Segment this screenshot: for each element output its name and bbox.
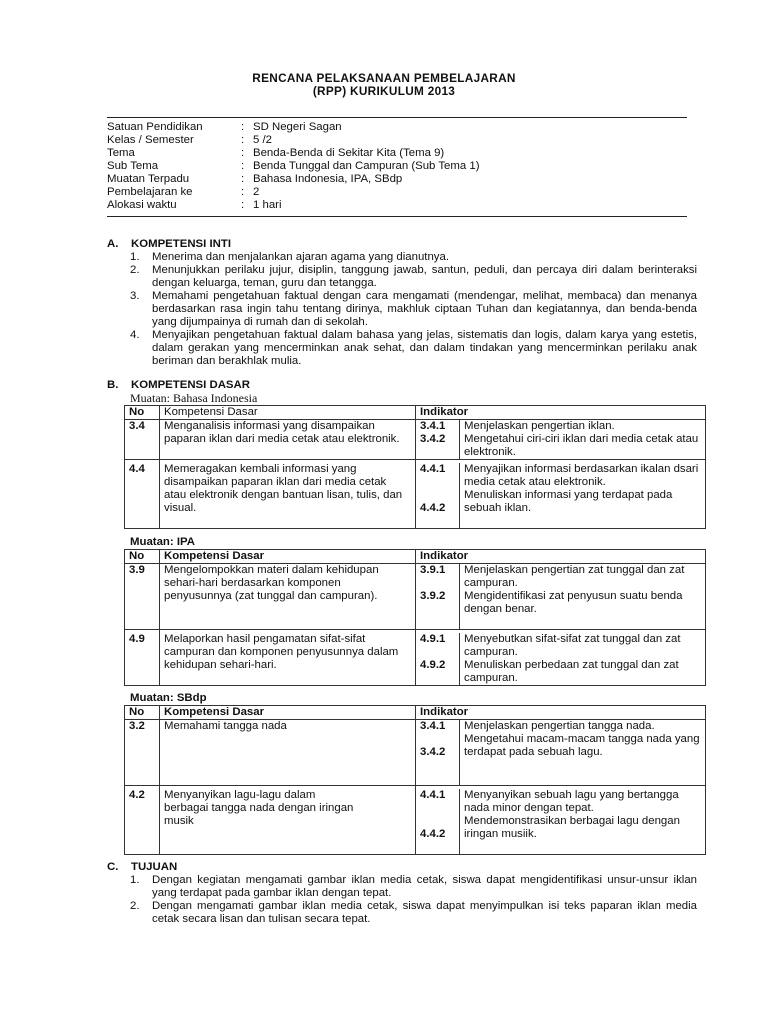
header-kd: Kompetensi Dasar [160, 550, 416, 564]
kd-text: Memeragakan kembali informasi yang disampaikan paparan iklan dari media cetak atau elektronik dengan bantuan lisan, tulis, dan visual. [160, 460, 416, 529]
document-title: RENCANA PELAKSANAAN PEMBELAJARAN [252, 71, 516, 85]
muatan-label: Muatan: SBdp [130, 692, 207, 704]
section-title: KOMPETENSI DASAR [131, 379, 250, 391]
header-no: No [125, 550, 160, 564]
kd-number: 3.9 [125, 564, 160, 630]
kd-number: 4.4 [125, 460, 160, 529]
identity-label: Sub Tema [107, 160, 159, 172]
section-a-heading [107, 238, 231, 251]
header-no: No [125, 706, 160, 720]
identity-colon: : [241, 160, 245, 172]
kd-text: Melaporkan hasil pengamatan sifat-sifat campuran dan komponen penyusunnya dalam kehidupan sehari-hari. [160, 630, 416, 686]
identity-row [107, 134, 687, 147]
identity-row [107, 199, 687, 212]
identity-label: Kelas / Semester [107, 134, 194, 146]
kd-text: Mengelompokkan materi dalam kehidupan sehari-hari berdasarkan komponen penyusunnya (zat tunggal dan campuran). [160, 564, 416, 630]
table-header-row [125, 706, 706, 720]
item-text: Memahami pengetahuan faktual dengan cara mengamati (mendengar, melihat, membaca) dan menanya berdasarkan rasa ingin tahu tentang dirinya, makhluk ciptaan Tuhan dan kegiatannya, dan benda-benda yang dijumpainya di rumah dan di sekolah. [152, 290, 697, 328]
indikator-code: 3.4.1 [420, 420, 446, 432]
identity-row [107, 186, 687, 199]
item-text: Menyajikan pengetahuan faktual dalam bahasa yang jelas, sistematis dan logis, dalam karya yang estetis, dalam gerakan yang mencerminkan anak sehat, dan dalam tindakan yang mencerminkan perilaku anak beriman dan berakhlak mulia. [152, 329, 697, 367]
kd-number: 4.2 [125, 786, 160, 855]
header-rule [107, 117, 687, 118]
table-row [125, 420, 706, 460]
item-number: 1. [130, 251, 140, 263]
table-row [125, 460, 706, 529]
item-text: Menunjukkan perilaku jujur, disiplin, tanggung jawab, santun, peduli, dan percaya diri dalam berinteraksi dengan keluarga, teman, guru dan tetangga. [152, 264, 697, 289]
indikator-text: Menjelaskan pengertian iklan. [464, 420, 615, 432]
indikator-text: Menyajikan informasi berdasarkan ikalan dsari media cetak atau elektronik. [464, 463, 699, 488]
identity-label: Muatan Terpadu [107, 173, 190, 185]
identity-row [107, 147, 687, 160]
indikator-cell [416, 786, 706, 855]
header-indikator: Indikator [416, 406, 706, 420]
identity-label: Tema [107, 147, 135, 159]
identity-row [107, 121, 687, 134]
indikator-text: Menjelaskan pengertian zat tunggal dan zat campuran. [464, 564, 685, 589]
indikator-text: Menuliskan informasi yang terdapat pada sebuah iklan. [464, 489, 673, 514]
indikator-code: 4.9.1 [420, 633, 446, 645]
kd-text: Memahami tangga nada [160, 720, 416, 786]
item-number: 2. [130, 264, 140, 276]
indikator-cell [416, 564, 706, 630]
section-letter: B. [107, 379, 119, 391]
indikator-code: 4.4.1 [420, 463, 446, 475]
table-row [125, 786, 706, 855]
identity-row [107, 173, 687, 186]
kd-text: Menganalisis informasi yang disampaikan paparan iklan dari media cetak atau elektronik. [160, 420, 416, 460]
section-c-heading [107, 861, 177, 874]
indikator-text: Mendemonstrasikan berbagai lagu dengan iringan musiik. [464, 815, 680, 840]
identity-colon: : [241, 186, 245, 198]
indikator-code: 4.9.2 [420, 659, 446, 671]
identity-value: Benda Tunggal dan Campuran (Sub Tema 1) [253, 160, 480, 172]
identity-label: Alokasi waktu [107, 199, 177, 211]
kd-table-sbdp [124, 705, 706, 855]
table-header-row [125, 550, 706, 564]
indikator-text: Menjelaskan pengertian tangga nada. [464, 720, 655, 732]
item-text: Dengan kegiatan mengamati gambar iklan media cetak, siswa dapat mengidentifikasi unsur-unsur iklan yang terdapat pada gambar iklan dengan tepat. [152, 874, 697, 899]
indikator-text: Mengetahui macam-macam tangga nada yang terdapat pada sebuah lagu. [464, 733, 700, 758]
identity-value: 2 [253, 186, 260, 198]
indikator-cell [416, 420, 706, 460]
indikator-text: Menyebutkan sifat-sifat zat tunggal dan zat campuran. [464, 633, 681, 658]
kd-text [160, 786, 416, 855]
header-indikator: Indikator [416, 706, 706, 720]
indikator-code: 3.4.1 [420, 720, 446, 732]
indikator-code: 3.9.2 [420, 590, 446, 602]
table-row [125, 720, 706, 786]
list-item [130, 329, 697, 368]
identity-value: 5 /2 [253, 134, 272, 146]
item-text: Dengan mengamati gambar iklan media cetak, siswa dapat menyimpulkan isi teks paparan iklan media cetak secara lisan dan tulisan secara tepat. [152, 900, 697, 925]
indikator-code: 3.4.2 [420, 433, 446, 445]
identity-colon: : [241, 134, 245, 146]
header-kd: Kompetensi Dasar [160, 706, 416, 720]
indikator-code: 4.4.1 [420, 789, 446, 801]
kd-number: 3.4 [125, 420, 160, 460]
item-text: Menerima dan menjalankan ajaran agama yang dianutnya. [152, 251, 449, 263]
identity-value: 1 hari [253, 199, 282, 211]
item-number: 2. [130, 900, 140, 912]
header-indikator: Indikator [416, 550, 706, 564]
indikator-cell [416, 460, 706, 529]
indikator-cell [416, 720, 706, 786]
header-no: No [125, 406, 160, 420]
table-row [125, 630, 706, 686]
kd-number: 4.9 [125, 630, 160, 686]
kompetensi-inti-list [130, 251, 697, 368]
table-header-row [125, 406, 706, 420]
kd-table-ipa [124, 549, 706, 686]
indikator-code: 3.4.2 [420, 746, 446, 758]
muatan-label: Muatan: Bahasa Indonesia [130, 391, 258, 405]
identity-value: SD Negeri Sagan [253, 121, 342, 133]
kd-table-bahasa-indonesia [124, 405, 706, 529]
item-number: 1. [130, 874, 140, 886]
indikator-cell [416, 630, 706, 686]
section-title: KOMPETENSI INTI [131, 238, 231, 250]
kd-number: 3.2 [125, 720, 160, 786]
list-item [130, 251, 697, 264]
item-number: 4. [130, 329, 140, 341]
indikator-text: Mengidentifikasi zat penyusun suatu benda dengan benar. [464, 590, 683, 615]
header-kd: Kompetensi Dasar [160, 406, 416, 420]
list-item [130, 290, 697, 329]
document-subtitle: (RPP) KURIKULUM 2013 [312, 84, 456, 98]
table-row [125, 564, 706, 630]
indikator-text: Menuliskan perbedaan zat tunggal dan zat campuran. [464, 659, 679, 684]
identity-label: Pembelajaran ke [107, 186, 193, 198]
identity-rule [107, 216, 687, 217]
identity-value: Benda-Benda di Sekitar Kita (Tema 9) [253, 147, 445, 159]
identity-colon: : [241, 199, 245, 211]
identity-block [107, 121, 687, 212]
muatan-label: Muatan: IPA [130, 536, 195, 548]
list-item [130, 264, 697, 290]
section-letter: C. [107, 861, 119, 873]
indikator-code: 4.4.2 [420, 828, 446, 840]
section-letter: A. [107, 238, 119, 250]
indikator-text: Mengetahui ciri-ciri iklan dari media cetak atau elektronik. [464, 433, 699, 458]
indikator-code: 3.9.1 [420, 564, 446, 576]
identity-colon: : [241, 147, 245, 159]
indikator-text: Menyanyikan sebuah lagu yang bertangga nada minor dengan tepat. [464, 789, 679, 814]
indikator-code: 4.4.2 [420, 502, 446, 514]
list-item [130, 900, 697, 926]
identity-value: Bahasa Indonesia, IPA, SBdp [253, 173, 403, 185]
identity-label: Satuan Pendidikan [107, 121, 203, 133]
identity-colon: : [241, 173, 245, 185]
kd-text-content: Menyanyikan lagu-lagu dalam berbagai tangga nada dengan iringan musik [164, 789, 354, 827]
section-title: TUJUAN [131, 861, 178, 873]
identity-colon: : [241, 121, 245, 133]
list-item [130, 874, 697, 900]
tujuan-list [130, 874, 697, 926]
identity-row [107, 160, 687, 173]
item-number: 3. [130, 290, 140, 302]
